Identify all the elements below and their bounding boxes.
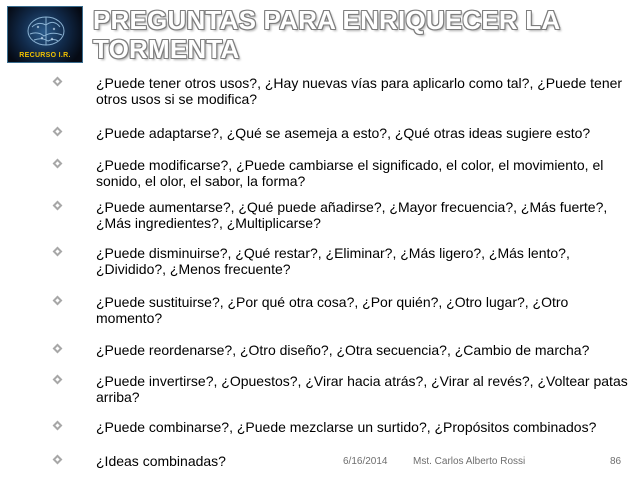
logo-text: RECURSO I.R. — [19, 52, 71, 59]
bullet-item — [73, 419, 633, 435]
bullet-item — [73, 199, 633, 231]
diamond-bullet-icon — [53, 344, 63, 354]
bullet-item — [73, 294, 633, 326]
footer-date: 6/16/2014 — [343, 456, 388, 467]
bullet-text: ¿Puede invertirse?, ¿Opuestos?, ¿Virar hacia atrás?, ¿Virar al revés?, ¿Voltear patas arriba? — [96, 373, 628, 405]
bullet-text: ¿Puede modificarse?, ¿Puede cambiarse el significado, el color, el movimiento, el sonido, el olor, el sabor, la forma? — [96, 157, 604, 189]
diamond-bullet-icon — [53, 77, 63, 87]
bullet-item — [73, 373, 633, 405]
bullet-text: ¿Puede aumentarse?, ¿Qué puede añadirse?, ¿Mayor frecuencia?, ¿Más fuerte?, ¿Más ingredientes?, ¿Multiplicarse? — [96, 199, 608, 231]
diamond-bullet-icon — [53, 375, 63, 385]
bullet-item — [73, 342, 633, 358]
diamond-bullet-icon — [53, 455, 63, 465]
diamond-bullet-icon — [53, 247, 63, 257]
diamond-bullet-icon — [53, 127, 63, 137]
footer-author: Mst. Carlos Alberto Rossi — [413, 456, 526, 467]
slide-title: PREGUNTAS PARA ENRIQUECER LA TORMENTA — [93, 5, 560, 64]
bullet-item — [73, 245, 633, 277]
bullet-text: ¿Puede disminuirse?, ¿Qué restar?, ¿Eliminar?, ¿Más ligero?, ¿Más lento?, ¿Dividido?, ¿Menos frecuente? — [96, 245, 570, 277]
bullet-text: ¿Puede tener otros usos?, ¿Hay nuevas vías para aplicarlo como tal?, ¿Puede tener otros usos si se modifica? — [96, 75, 623, 107]
bullet-text: ¿Ideas combinadas? — [96, 453, 226, 469]
diamond-bullet-icon — [53, 159, 63, 169]
bullet-text: ¿Puede reordenarse?, ¿Otro diseño?, ¿Otra secuencia?, ¿Cambio de marcha? — [96, 342, 590, 358]
diamond-bullet-icon — [53, 296, 63, 306]
diamond-bullet-icon — [53, 201, 63, 211]
bullet-item — [73, 75, 633, 107]
bullet-text: ¿Puede combinarse?, ¿Puede mezclarse un surtido?, ¿Propósitos combinados? — [96, 419, 597, 435]
bullet-text: ¿Puede adaptarse?, ¿Qué se asemeja a esto?, ¿Qué otras ideas sugiere esto? — [96, 125, 591, 141]
footer-page-number: 86 — [610, 456, 622, 467]
diamond-bullet-icon — [53, 421, 63, 431]
bullet-text: ¿Puede sustituirse?, ¿Por qué otra cosa?, ¿Por quién?, ¿Otro lugar?, ¿Otro momento? — [96, 294, 569, 326]
bullet-item — [73, 125, 633, 141]
bullet-item — [73, 157, 633, 189]
